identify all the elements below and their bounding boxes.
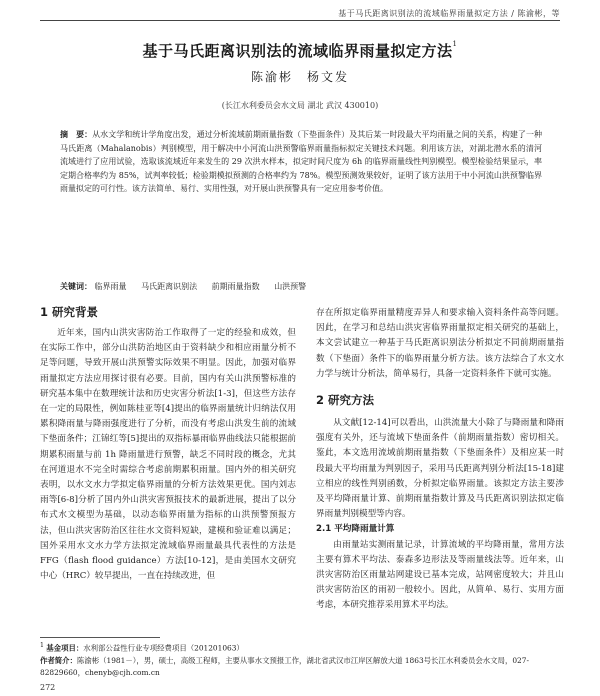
fund-footnote-mark: 1 [40, 642, 44, 649]
keyword: 临界雨量 [94, 282, 127, 291]
section-heading-methods: 2 研究方法 [316, 393, 375, 408]
keyword: 马氏距离识别法 [141, 282, 198, 291]
keyword: 山洪预警 [274, 282, 307, 291]
keyword: 前期雨量指数 [211, 282, 260, 291]
subsection-heading-average-rainfall: 2.1 平均降雨量计算 [316, 524, 395, 535]
running-header: 基于马氏距离识别法的流域临界雨量拟定方法 / 陈渝彬，等 [338, 9, 560, 18]
continuation-paragraph: 存在所拟定临界雨量精度弄异人和要求输入资料条件高等问题。因此，在学习和总结山洪灾害临界雨量拟定相关研究的基础上，本文尝试建立一种基于马氏距离识别法分析拟定不同前期雨量指数（下垫面）条件下的临界雨量分析方法。该方法综合了水文水力学与统计分析法，简单易行，具备一定资料条件下就可实施。 [316, 308, 564, 379]
methods-paragraph: 从文献[12-14]可以看出，山洪流量大小除了与降雨量和降雨强度有关外，还与流域下垫面条件（前期雨量指数）密切相关。鉴此，本文选用流域前期雨量指数（下垫面条件）及相应某一时段最大平均雨量为判别因子，采用马氏距离判别分析法[15-18]建立相应的线性判别函数，分析拟定临界雨量。该拟定方法主要涉及平均降雨量计算、前期雨量指数计算及马氏距离识别法拟定临界雨量判别模型等内容。 [316, 418, 564, 520]
fund-text: 水利部公益性行业专项经费项目（201201063） [83, 643, 244, 653]
author-label: 作者简介： [40, 655, 77, 665]
page-number: 272 [40, 683, 56, 692]
left-column [40, 304, 296, 584]
paper-title [40, 40, 560, 61]
footnotes [40, 640, 560, 680]
authors: 陈渝彬 杨文发 [250, 70, 349, 84]
fund-footnote [40, 640, 560, 655]
abstract-label: 摘 要： [60, 129, 93, 139]
paper-title-text: 基于马氏距离识别法的流域临界雨量拟定方法 [142, 42, 453, 60]
right-column [316, 306, 564, 614]
affiliation: (长江水利委员会水文局 湖北 武汉 430010) [221, 101, 379, 110]
author-text: 陈渝彬（1981－），男，硕士，高级工程师，主要从事水文预报工作，湖北省武汉市江岸区解放大道 1863号长江水利委员会水文局，027-82829660，chenyb@cjh.com.cn [40, 655, 529, 678]
section-heading-background: 1 研究背景 [40, 305, 99, 319]
header-rule [40, 20, 560, 21]
keywords-label: 关键词： [60, 281, 92, 291]
footnote-rule [40, 637, 160, 638]
abstract-text: 从水文学和统计学角度出发，通过分析流域前期雨量指数（下垫面条件）及其后某一时段最大平均雨量之间的关系，构建了一种马氏距离（Mahalanobis）判别模型，用于解决中小河流山洪预警临界雨量指标拟定关键技术问题。利用该方法，对湖北潜水系的清河流域进行了应用试验，选取该流域近年来发生的 29 次洪水样本，拟定时间尺度为 6h 的临界雨量线性判别模型。模型检验结果显示，率定期合格率约为 85%，试判率较低；检验期模拟预测的合格率约为 78%。模型预测效果较好，证明了该方法用于中小河流山洪预警临界雨量拟定的可行性。该方法简单、易行、实用性强，对开展山洪预警具有一定应用参考价值。 [60, 130, 542, 193]
keywords [60, 280, 542, 293]
author-footnote [40, 655, 560, 680]
average-rainfall-paragraph: 由雨量站实测雨量记录，计算流域的平均降雨量，常用方法主要有算术平均法、泰森多边形法及等雨量线法等。近年来，山洪灾害防治区雨量站网建设已基本完成，站网密度较大；并且山洪灾害防治区的雨初一般较小。因此，从简单、易行、实用方面考虑，本研究推荐采用算术平均法。 [316, 539, 564, 611]
title-footnote-mark: 1 [452, 40, 458, 48]
fund-label: 基金项目： [46, 643, 84, 653]
background-paragraph: 近年来，国内山洪灾害防治工作取得了一定的经验和成效，但在实际工作中，部分山洪防治地区由于资料缺少和相应雨量分析不足等问题，导致开展山洪预警实际效果不明显。因此，加强对临界雨量拟定方法应用探讨很有必要。目前，国内有关山洪预警标准的研究基本集中在数理统计法和历史灾害分析法[1-3]，但这些方法存在一定的局限性，例如陈桂亚等[4]提出的临界雨量统计归纳法仅用累积降雨量与降雨强度进行了分析，而没有考虑山洪发生前的流域下垫面条件；江锦红等[5]提出的双指标暴雨临界曲线法只能根据前期累积雨量与前 1h 降雨量进行预警，缺乏不同时段的概念，尤其在河道退水不完全时需综合考虑前期累积雨量。国内外的相关研究表明，以水文水力学拟定临界雨量的分析方法效果更优。国内刘志雨等[6-8]分析了国内外山洪灾害预报技术的最新进展，提出了以分布式水文模型为基础，以动态临界雨量为指标的山洪预警预报方法，但山洪灾害防治区往往水文资料短缺，建模和验证难以满足；国外采用水文水力学方法拟定流域临界雨量最具代表性的方法是 FFG（flash flood guidance）方法[10-12]，是由美国水文研究中心（HRC）较早提出，一直在持续改进，但 [40, 328, 296, 582]
abstract [60, 128, 542, 196]
